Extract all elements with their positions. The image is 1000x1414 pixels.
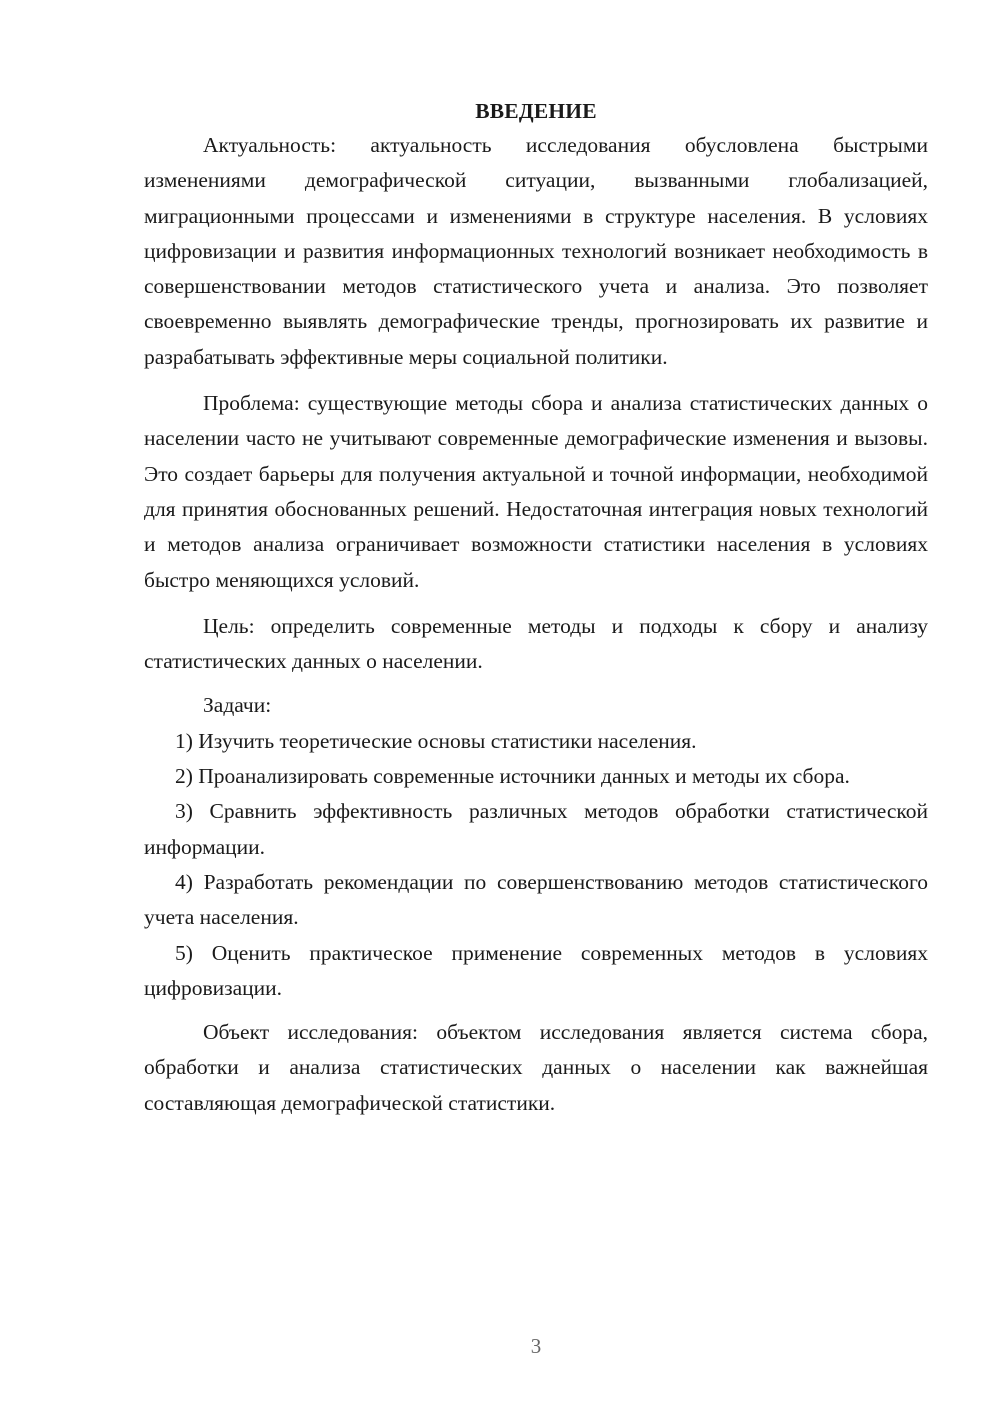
paragraph-problem: Проблема: существующие методы сбора и анализа статистических данных о населении часто не учитывают современные демографические изменения и вызовы. Это создает барьеры для получения актуальной и точной информации, необходимой для принятия обоснованных решений. Недостаточная интеграция новых технологий и методов анализа ограничивает возможности статистики населения в условиях быстро меняющихся условий.: [144, 391, 928, 592]
tasks-label: Задачи:: [203, 693, 272, 718]
paragraph-goal: Цель: определить современные методы и подходы к сбору и анализу статистических данных о населении.: [144, 613, 928, 674]
page-content: [144, 96, 928, 1121]
paragraph-relevance: Актуальность: актуальность исследования обусловлена быстрыми изменениями демографической ситуации, вызванными глобализацией, миграционными процессами и изменениями в структуре населения. В условиях цифровизации и развития информационных технологий возникает необходимость в совершенствовании методов статистического учета и анализа. Это позволяет своевременно выявлять демографические тренды, прогнозировать их развитие и разрабатывать эффективные меры социальной политики.: [144, 133, 928, 369]
task-item-4: 4) Разработать рекомендации по совершенствованию методов статистического учета населения.: [144, 869, 928, 930]
paragraph-object: Объект исследования: объектом исследования является система сбора, обработки и анализа статистических данных о населении как важнейшая составляющая демографической статистики.: [144, 1020, 928, 1115]
task-item-5: 5) Оценить практическое применение современных методов в условиях цифровизации.: [144, 940, 928, 1000]
task-item-1: 1) Изучить теоретические основы статистики населения.: [175, 728, 697, 753]
task-item-2: 2) Проанализировать современные источники данных и методы их сбора.: [175, 764, 850, 789]
page-number: 3: [530, 1334, 542, 1358]
task-item-3: 3) Сравнить эффективность различных методов обработки статистической информации.: [144, 799, 928, 859]
section-heading: ВВЕДЕНИЕ: [475, 99, 597, 123]
